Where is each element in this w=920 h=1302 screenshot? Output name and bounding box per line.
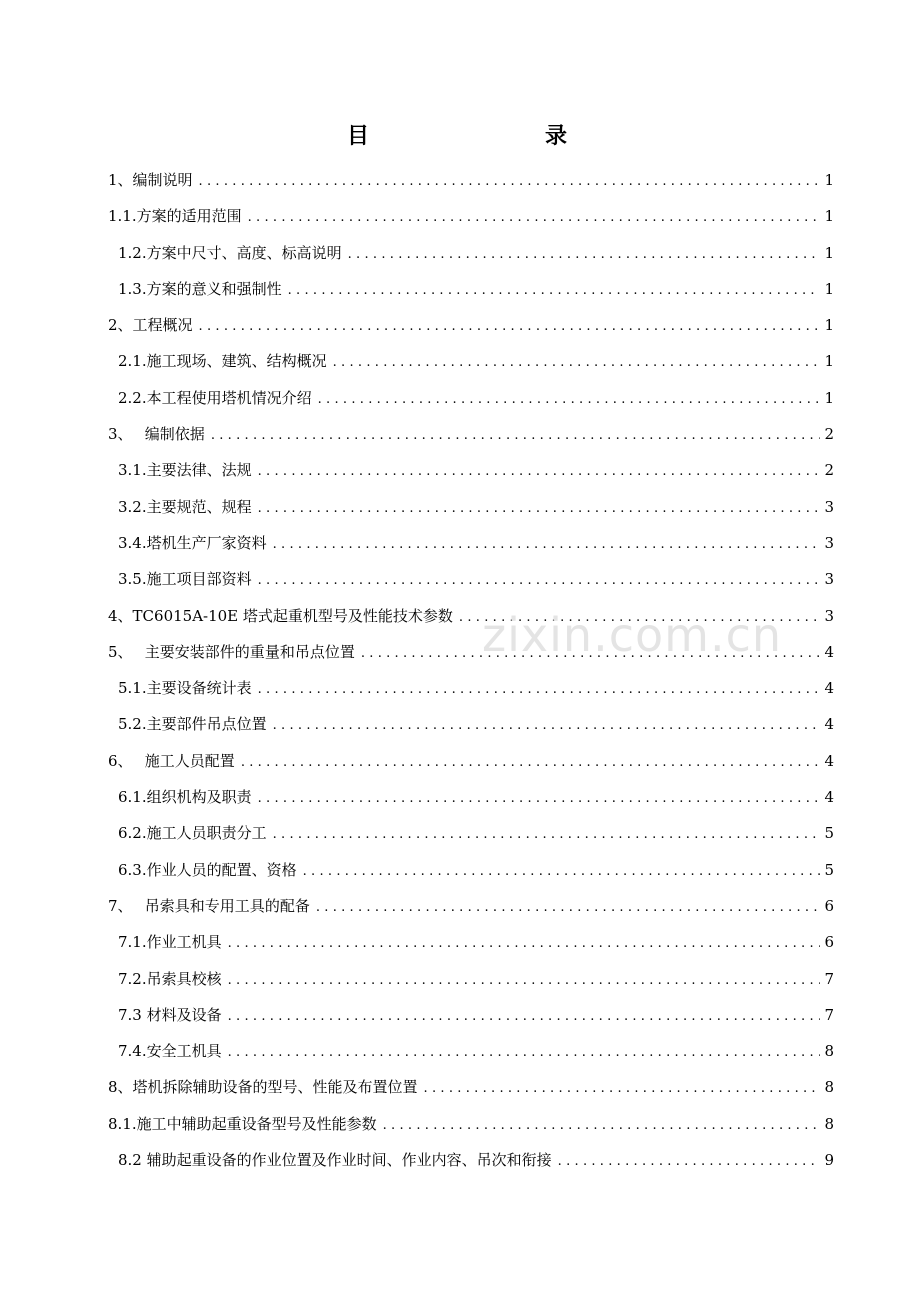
toc-entry-page-number: 1 [824,243,834,262]
toc-entry[interactable] [108,198,834,234]
toc-entry[interactable] [108,852,834,888]
toc-entry-label: 6、 施工人员配置 [108,751,235,770]
toc-entry-page-number: 4 [824,679,834,698]
toc-entry-label: 5.2.主要部件吊点位置 [118,715,267,734]
toc-entry[interactable] [108,452,834,488]
toc-dot-leader [199,309,820,345]
toc-dot-leader [361,636,820,672]
toc-entry-label: 3.2.主要规范、规程 [118,497,252,516]
toc-entry[interactable] [108,706,834,742]
toc-entry-label: 2.1.施工现场、建筑、结构概况 [118,352,327,371]
toc-dot-leader [288,273,820,309]
toc-entry[interactable] [108,380,834,416]
toc-entry[interactable] [108,598,834,634]
toc-entry-page-number: 4 [824,788,834,807]
toc-entry-page-number: 5 [824,824,834,843]
toc-entry[interactable] [108,271,834,307]
toc-dot-leader [258,781,820,817]
toc-entry[interactable] [108,1033,834,1069]
toc-entry[interactable] [108,888,834,924]
toc-entry-page-number: 8 [824,1078,834,1097]
toc-entry-label: 2.2.本工程使用塔机情况介绍 [118,388,312,407]
toc-entry-page-number: 5 [824,860,834,879]
toc-dot-leader [228,1035,820,1071]
toc-entry-label: 7.1.作业工机具 [118,933,222,952]
watermark-logo: zixin.com.cn [482,608,783,662]
toc-entry-page-number: 8 [824,1114,834,1133]
toc-dot-leader [303,854,820,890]
toc-entry-label: 5、 主要安装部件的重量和吊点位置 [108,642,355,661]
toc-dot-leader [241,745,820,781]
toc-entry-page-number: 6 [824,896,834,915]
toc-entry[interactable] [108,525,834,561]
toc-dot-leader [258,563,820,599]
toc-entry-page-number: 1 [824,352,834,371]
toc-entry[interactable] [108,743,834,779]
toc-dot-leader [248,200,820,236]
toc-dot-leader [258,491,820,527]
toc-entry-page-number: 2 [824,425,834,444]
toc-entry-page-number: 3 [824,606,834,625]
toc-entry-label: 2、工程概况 [108,316,193,335]
toc-entry-label: 4、TC6015A-10E 塔式起重机型号及性能技术参数 [108,606,453,625]
toc-entry-page-number: 8 [824,1042,834,1061]
toc-entry[interactable] [108,634,834,670]
toc-entry-label: 6.3.作业人员的配置、资格 [118,860,297,879]
toc-dot-leader [333,345,820,381]
toc-entry[interactable] [108,1069,834,1105]
toc-entry-label: 8.2 辅助起重设备的作业位置及作业时间、作业内容、吊次和衔接 [118,1151,552,1170]
toc-entry-page-number: 3 [824,497,834,516]
toc-entry-page-number: 1 [824,316,834,335]
toc-entry-label: 6.1.组织机构及职责 [118,788,252,807]
toc-entry[interactable] [108,1106,834,1142]
toc-entry[interactable] [108,924,834,960]
toc-entry-page-number: 1 [824,279,834,298]
toc-dot-leader [424,1071,820,1107]
toc-dot-leader [348,237,820,273]
toc-entry-label: 7.4.安全工机具 [118,1042,222,1061]
toc-list [108,162,834,1178]
toc-dot-leader [211,418,820,454]
toc-dot-leader [258,672,820,708]
toc-entry[interactable] [108,815,834,851]
toc-entry-label: 1.2.方案中尺寸、高度、标高说明 [118,243,342,262]
toc-entry-label: 7.2.吊索具校核 [118,969,222,988]
toc-entry-page-number: 3 [824,570,834,589]
toc-dot-leader [228,963,820,999]
toc-entry-page-number: 1 [824,207,834,226]
toc-entry[interactable] [108,307,834,343]
toc-entry[interactable] [108,162,834,198]
toc-entry-page-number: 1 [824,171,834,189]
toc-entry-page-number: 3 [824,533,834,552]
toc-entry[interactable] [108,670,834,706]
toc-entry[interactable] [108,235,834,271]
toc-entry-page-number: 9 [824,1151,834,1170]
toc-entry-page-number: 4 [824,642,834,661]
toc-entry-page-number: 1 [824,388,834,407]
toc-entry-label: 3.5.施工项目部资料 [118,570,252,589]
toc-dot-leader [558,1144,820,1180]
toc-dot-leader [273,527,820,563]
toc-entry-page-number: 4 [824,751,834,770]
toc-entry[interactable] [108,997,834,1033]
toc-entry-label: 1.1.方案的适用范围 [108,207,242,226]
toc-dot-leader [459,600,820,636]
toc-entry[interactable] [108,961,834,997]
toc-entry-page-number: 4 [824,715,834,734]
toc-entry-label: 6.2.施工人员职责分工 [118,824,267,843]
toc-entry-label: 7.3 材料及设备 [118,1005,222,1024]
toc-entry-page-number: 2 [824,461,834,480]
toc-entry[interactable] [108,561,834,597]
toc-entry-label: 1、编制说明 [108,171,193,189]
toc-entry[interactable] [108,416,834,452]
toc-dot-leader [228,999,820,1035]
toc-dot-leader [228,926,820,962]
toc-entry[interactable] [108,343,834,379]
toc-entry-label: 8、塔机拆除辅助设备的型号、性能及布置位置 [108,1078,418,1097]
toc-dot-leader [199,164,820,200]
toc-dot-leader [273,708,820,744]
toc-entry-label: 7、 吊索具和专用工具的配备 [108,896,310,915]
toc-entry-label: 3、 编制依据 [108,425,205,444]
toc-entry-label: 8.1.施工中辅助起重设备型号及性能参数 [108,1114,377,1133]
toc-entry-label: 5.1.主要设备统计表 [118,679,252,698]
toc-entry-label: 3.1.主要法律、法规 [118,461,252,480]
toc-entry-page-number: 6 [824,933,834,952]
toc-entry-page-number: 7 [824,969,834,988]
toc-entry[interactable] [108,779,834,815]
toc-dot-leader [383,1108,820,1144]
toc-dot-leader [273,817,820,853]
toc-entry[interactable] [108,1142,834,1178]
toc-entry-label: 1.3.方案的意义和强制性 [118,279,282,298]
toc-title: 目 录 [346,123,611,149]
toc-dot-leader [318,382,820,418]
toc-entry-page-number: 7 [824,1005,834,1024]
toc-entry-label: 3.4.塔机生产厂家资料 [118,533,267,552]
toc-entry[interactable] [108,489,834,525]
toc-dot-leader [258,454,820,490]
toc-dot-leader [316,890,820,926]
